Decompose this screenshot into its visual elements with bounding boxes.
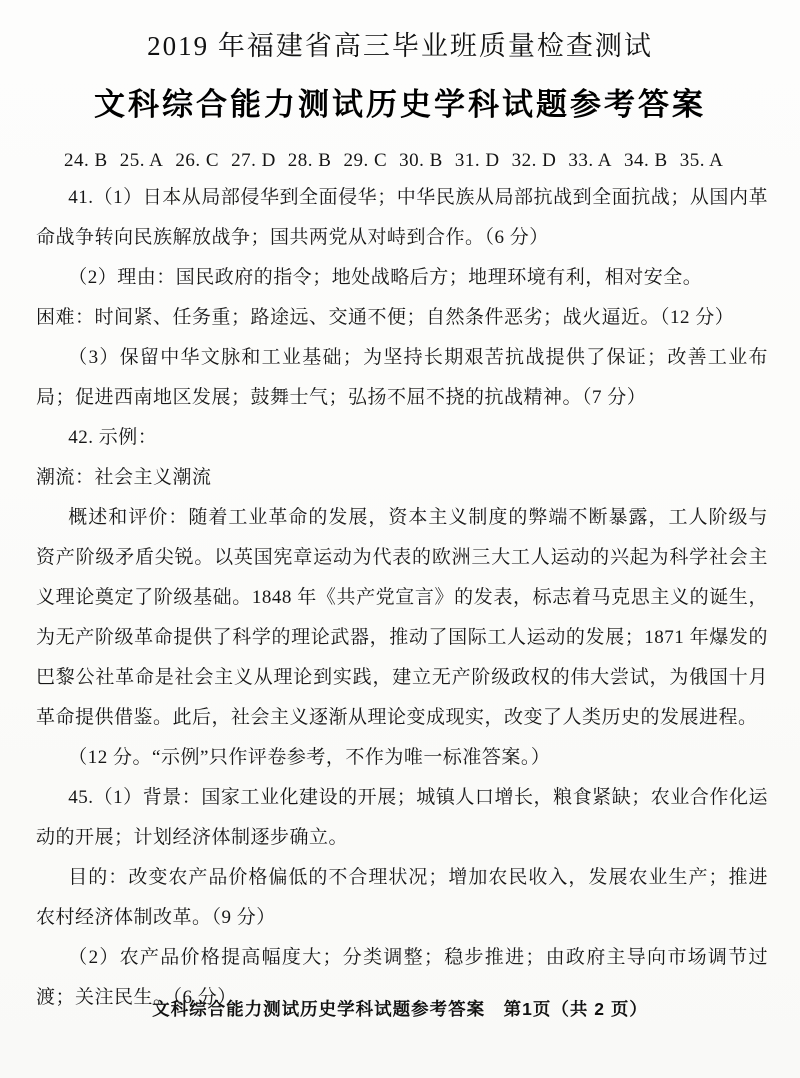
answer-q33: 33. A	[568, 150, 613, 171]
answer-q34: 34. B	[624, 150, 668, 171]
q42-example-label: 42. 示例：	[68, 427, 158, 448]
q41-part2-reason: （2）理由：国民政府的指令；地处战略后方；地理环境有利，相对安全。	[68, 267, 703, 288]
answer-q24: 24. B	[64, 150, 108, 171]
answer-q35: 35. A	[679, 150, 724, 171]
q42-scoring-note: （12 分。“示例”只作评卷参考，不作为唯一标准答案。）	[68, 747, 551, 768]
q42-trend: 潮流：社会主义潮流	[36, 467, 212, 488]
exam-title: 2019 年福建省高三毕业班质量检查测试	[147, 31, 653, 61]
answer-q31: 31. D	[454, 150, 500, 171]
answer-q32: 32. D	[511, 150, 557, 171]
q45-part2-answer: （2）农产品价格提高幅度大；分类调整；稳步推进；由政府主导向市场调节过渡；关注民生。（6 分）	[36, 947, 768, 1008]
q45-part1-purpose: 目的：改变农产品价格偏低的不合理状况；增加农民收入，发展农业生产；推进农村经济体制改革。（9 分）	[36, 867, 768, 928]
answer-q26: 26. C	[175, 150, 220, 171]
q41-part1-answer: 41.（1）日本从局部侵华到全面侵华；中华民族从局部抗战到全面抗战；从国内革命战争转向民族解放战争；国共两党从对峙到合作。（6 分）	[36, 187, 768, 248]
answer-body	[36, 178, 768, 1018]
answer-key-title: 文科综合能力测试历史学科试题参考答案	[94, 87, 706, 122]
multiple-choice-answers	[0, 150, 800, 172]
answer-q27: 27. D	[231, 150, 276, 171]
q42-overview-evaluation: 概述和评价：随着工业革命的发展，资本主义制度的弊端不断暴露，工人阶级与资产阶级矛盾尖锐。以英国宪章运动为代表的欧洲三大工人运动的兴起为科学社会主义理论奠定了阶级基础。1848 年《共产党宣言》的发表，标志着马克思主义的诞生，为无产阶级革命提供了科学的理论武器，推动了国际工人运动的发展；1871 年爆发的巴黎公社革命是社会主义从理论到实践，建立无产阶级政权的伟大尝试，为俄国十月革命提供借鉴。此后，社会主义逐渐从理论变成现实，改变了人类历史的发展进程。	[36, 507, 768, 728]
answer-q28: 28. B	[287, 150, 332, 171]
q41-part3-answer: （3）保留中华文脉和工业基础；为坚持长期艰苦抗战提供了保证；改善工业布局；促进西南地区发展；鼓舞士气；弘扬不屈不挠的抗战精神。（7 分）	[36, 347, 768, 408]
answer-q30: 30. B	[399, 150, 443, 171]
answer-q25: 25. A	[119, 150, 164, 171]
q45-part1-background: 45.（1）背景：国家工业化建设的开展；城镇人口增长，粮食紧缺；农业合作化运动的开展；计划经济体制逐步确立。	[36, 787, 768, 848]
page-footer: 文科综合能力测试历史学科试题参考答案 第1页（共 2 页）	[152, 999, 648, 1019]
answer-q29: 29. C	[343, 150, 388, 171]
q41-part2-difficulties: 困难：时间紧、任务重；路途远、交通不便；自然条件恶劣；战火逼近。（12 分）	[36, 307, 735, 328]
